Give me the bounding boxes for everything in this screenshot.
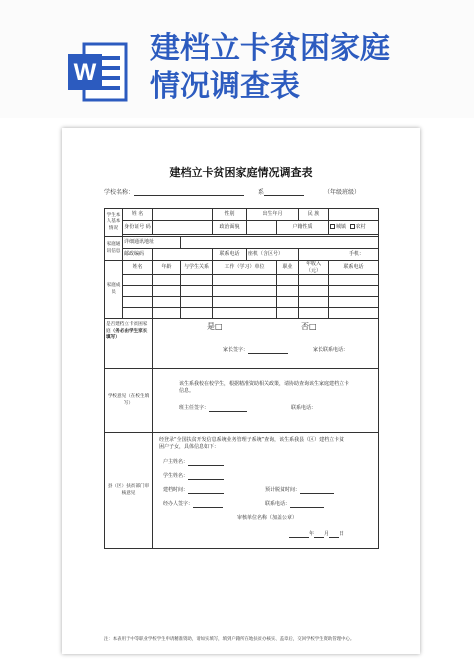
family-header-occupation: 职业	[277, 261, 299, 275]
address-input[interactable]	[181, 237, 379, 249]
card-time-field[interactable]	[163, 487, 224, 494]
school-opinion-text: 该生系我校在校学生，根据精准资助相关政策，请协助查询该生家庭建档立卡信息。	[179, 381, 350, 394]
grade-class-label: （年级班级）	[324, 189, 361, 196]
county-contact-label: 联系电话：	[265, 501, 291, 507]
table-row	[105, 275, 379, 286]
confirm-label-note: （务必由学生家长填写）	[106, 328, 148, 340]
banner-title	[150, 30, 450, 106]
name-input[interactable]	[153, 209, 213, 221]
area-code-label: 座机（含区号）	[247, 249, 299, 261]
teacher-sign-label: 班主任签字：	[179, 405, 210, 411]
rural-checkbox[interactable]	[350, 224, 355, 229]
confirm-label-text: 是否建档立卡贫困家庭	[106, 322, 148, 334]
table-row	[105, 308, 379, 319]
poverty-confirm-label	[105, 319, 153, 369]
gender-label: 性别	[213, 209, 247, 221]
seal-label: 审核单位名称（加盖公章）	[237, 515, 298, 521]
family-header-relation: 与学生关系	[181, 261, 213, 275]
school-opinion-label: 学校意见（在校生填写）	[105, 369, 153, 433]
footnote: 注：本表用于中等职业学校学生申请精准资助，请如实填写，填到户籍所在地扶贫办核实、盖章后，交回学校学生资助管理中心。	[104, 637, 355, 642]
county-opinion-label: 县（区）扶贫部门审核意见	[105, 433, 153, 549]
school-phone-label: 联系电话：	[291, 405, 317, 411]
department-label: 系	[258, 189, 265, 196]
document-title: 建档立卡贫困家庭情况调查表	[169, 166, 313, 179]
family-header-name: 姓名	[123, 261, 153, 275]
family-header-age: 年龄	[153, 261, 181, 275]
address-label: 详细通讯地址	[123, 237, 181, 249]
school-opinion-field	[153, 369, 379, 433]
handler-sign-label: 经办人签字：	[163, 501, 194, 507]
parent-sign-label: 家长签字：	[223, 347, 249, 353]
rural-label: 农村	[355, 224, 366, 231]
day-label: 日	[339, 531, 345, 537]
banner	[0, 0, 474, 118]
urban-label: 城镇	[336, 224, 347, 231]
poverty-confirm-field	[153, 319, 379, 369]
ethnicity-label: 民 族	[299, 209, 329, 221]
table-row	[105, 297, 379, 308]
name-label: 姓 名	[123, 209, 153, 221]
document-page	[62, 128, 420, 654]
school-name-field[interactable]	[104, 187, 244, 196]
survey-form-table	[104, 208, 379, 549]
hukou-label: 户籍性质	[277, 221, 329, 235]
parent-phone-label: 家长联系电话：	[313, 347, 349, 353]
student-name-label: 学生姓名：	[163, 473, 189, 479]
year-label: 年	[309, 531, 315, 537]
student-section-label: 学生本人基本情况	[105, 209, 123, 237]
county-contact-field[interactable]	[265, 501, 324, 508]
ethnicity-input[interactable]	[329, 209, 379, 221]
exit-time-field[interactable]	[265, 487, 334, 494]
school-name-label: 学校名称：	[104, 189, 135, 196]
mobile-label[interactable]: 手机：	[299, 249, 379, 261]
month-label: 月	[324, 531, 330, 537]
political-input[interactable]	[247, 221, 277, 235]
phone-label: 联系电话	[213, 249, 247, 261]
id-label: 身份证号 码	[123, 221, 153, 235]
table-row	[105, 286, 379, 297]
family-header-workplace: 工作（学习）单位	[213, 261, 277, 275]
banner-title-line2: 情况调查表	[150, 69, 300, 104]
card-time-label: 建档时间：	[163, 487, 189, 493]
family-section-label: 家庭成员	[105, 261, 123, 319]
parent-sign-field[interactable]	[223, 347, 288, 354]
department-field[interactable]	[258, 187, 304, 196]
county-opinion-field	[153, 433, 379, 549]
id-input[interactable]	[153, 221, 213, 235]
svg-text:W: W	[73, 59, 97, 86]
banner-title-line1: 建档立卡贫困家庭	[150, 31, 390, 66]
no-checkbox[interactable]: 否□	[301, 322, 317, 331]
county-opinion-text: 经登录“全国扶贫开发信息系统业务管理子系统”查询，该生系我县（区）建档立卡贫困户子女，具体信息如下：	[159, 437, 345, 450]
yes-checkbox[interactable]: 是□	[207, 322, 223, 331]
contact-section-label: 家庭通讯信息	[105, 237, 123, 261]
student-name-field[interactable]	[163, 473, 224, 480]
handler-sign-field[interactable]	[163, 501, 223, 508]
family-header-income: 年收入（元）	[299, 261, 329, 275]
householder-label: 户主姓名：	[163, 459, 189, 465]
exit-time-label: 预计脱贫时间：	[265, 487, 301, 493]
householder-field[interactable]	[163, 459, 224, 466]
postcode-label: 邮政编码	[123, 249, 153, 261]
sign-date[interactable]	[289, 531, 344, 538]
political-label: 政治面貌	[213, 221, 247, 235]
birth-label: 出生年月	[247, 209, 299, 221]
family-header-phone: 联系电话	[329, 261, 379, 275]
teacher-sign-field[interactable]	[179, 405, 247, 412]
urban-checkbox[interactable]	[330, 224, 335, 229]
postcode-input[interactable]	[153, 249, 213, 261]
hukou-options	[329, 221, 379, 235]
word-document-icon	[66, 40, 130, 104]
